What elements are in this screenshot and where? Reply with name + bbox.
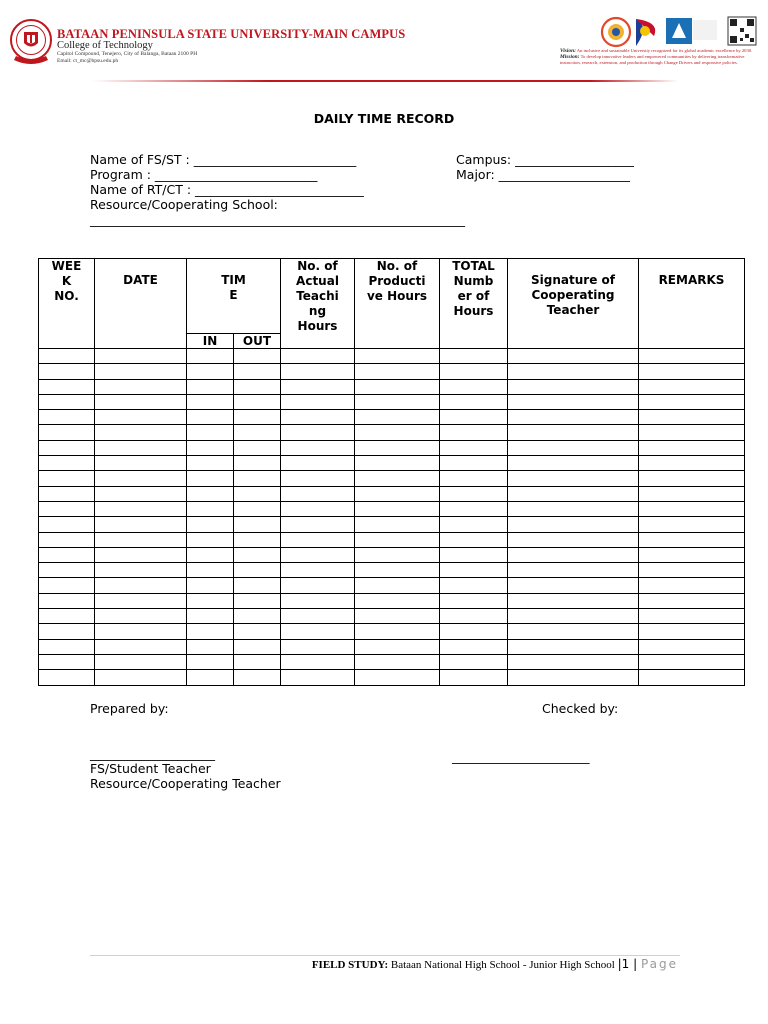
table-cell[interactable] [440,394,508,409]
table-cell[interactable] [95,532,187,547]
table-cell[interactable] [440,578,508,593]
table-cell[interactable] [508,517,639,532]
table-cell[interactable] [187,471,234,486]
table-cell[interactable] [187,609,234,624]
table-cell[interactable] [187,440,234,455]
table-cell[interactable] [281,517,355,532]
table-cell[interactable] [639,410,745,425]
table-cell[interactable] [95,609,187,624]
table-cell[interactable] [281,410,355,425]
table-cell[interactable] [355,364,440,379]
footer-school: Bataan National High School - Junior High School [390,959,615,971]
header-time-in: IN [187,334,234,349]
table-row [39,501,745,516]
table-cell[interactable] [95,501,187,516]
table-cell[interactable] [639,471,745,486]
table-cell[interactable] [440,639,508,654]
table-cell[interactable] [508,394,639,409]
table-cell[interactable] [234,532,281,547]
table-cell[interactable] [234,624,281,639]
table-cell[interactable] [39,654,95,669]
table-cell[interactable] [234,394,281,409]
table-cell[interactable] [39,547,95,562]
table-cell[interactable] [95,578,187,593]
table-cell[interactable] [639,593,745,608]
table-cell[interactable] [355,578,440,593]
table-cell[interactable] [234,563,281,578]
table-cell[interactable] [508,670,639,685]
table-cell[interactable] [187,593,234,608]
vision-mission [560,48,765,66]
table-cell[interactable] [281,394,355,409]
table-cell[interactable] [234,670,281,685]
table-cell[interactable] [355,609,440,624]
table-cell[interactable] [508,654,639,669]
table-cell[interactable] [281,440,355,455]
table-cell[interactable] [440,379,508,394]
table-row [39,517,745,532]
college-email: Email: ct_mc@bpsu.edu.ph [57,58,119,64]
table-cell[interactable] [639,563,745,578]
table-cell[interactable] [234,456,281,471]
table-cell[interactable] [234,517,281,532]
table-cell[interactable] [39,440,95,455]
table-cell[interactable] [508,547,639,562]
table-cell[interactable] [639,654,745,669]
table-cell[interactable] [234,410,281,425]
table-cell[interactable] [639,456,745,471]
table-cell[interactable] [281,532,355,547]
table-cell[interactable] [355,517,440,532]
table-cell[interactable] [281,471,355,486]
header-date: DATE [95,259,187,349]
table-cell[interactable] [440,532,508,547]
program-field[interactable]: Program : __________________________ [90,167,318,182]
table-cell[interactable] [440,456,508,471]
table-row [39,486,745,501]
table-cell[interactable] [281,456,355,471]
table-cell[interactable] [281,501,355,516]
table-cell[interactable] [440,471,508,486]
table-cell[interactable] [639,486,745,501]
page-word: Page [640,957,678,971]
table-cell[interactable] [95,563,187,578]
table-cell[interactable] [39,501,95,516]
campus-field[interactable]: Campus: ___________________ [456,152,634,167]
table-cell[interactable] [508,349,639,364]
table-cell[interactable] [440,593,508,608]
table-row [39,440,745,455]
table-cell[interactable] [187,349,234,364]
table-cell[interactable] [39,364,95,379]
table-cell[interactable] [281,486,355,501]
table-cell[interactable] [440,410,508,425]
fs-student-teacher-label: FS/Student Teacher [90,761,211,776]
table-row [39,639,745,654]
table-cell[interactable] [187,654,234,669]
header-signature: Signature of Cooperating Teacher [508,259,639,349]
table-row [39,609,745,624]
table-row [39,425,745,440]
certification-badge-icon [666,18,717,44]
table-body [39,349,745,686]
table-cell[interactable] [281,547,355,562]
table-cell[interactable] [187,410,234,425]
table-cell[interactable] [508,578,639,593]
table-cell[interactable] [95,639,187,654]
table-cell[interactable] [440,349,508,364]
table-cell[interactable] [95,471,187,486]
header-time: TIM E [187,259,281,334]
table-cell[interactable] [281,563,355,578]
table-cell[interactable] [508,379,639,394]
table-cell[interactable] [440,624,508,639]
table-cell[interactable] [639,624,745,639]
header-actual-teaching-hours: No. of Actual Teachi ng Hours [281,259,355,349]
table-cell[interactable] [281,425,355,440]
table-cell[interactable] [234,425,281,440]
table-cell[interactable] [39,639,95,654]
table-cell[interactable] [187,456,234,471]
table-cell[interactable] [187,624,234,639]
page-number: 1 [621,957,630,971]
header-productive-hours: No. of Producti ve Hours [355,259,440,349]
page-footer: FIELD STUDY: Bataan National High School - Junior High School |1 | Page [311,957,678,971]
table-row [39,410,745,425]
table-cell[interactable] [187,501,234,516]
table-cell[interactable] [234,471,281,486]
table-cell[interactable] [508,624,639,639]
table-cell[interactable] [508,364,639,379]
table-cell[interactable] [508,456,639,471]
table-row [39,471,745,486]
name-fs-st-field[interactable]: Name of FS/ST : __________________________ [90,152,357,167]
prepared-signature-line[interactable]: ____________________ [90,746,215,761]
table-cell[interactable] [639,394,745,409]
accreditation-logos [600,16,760,50]
table-cell[interactable] [508,593,639,608]
table-cell[interactable] [440,609,508,624]
table-cell[interactable] [187,517,234,532]
table-cell[interactable] [508,471,639,486]
resource-school-field[interactable]: ____________________________________________________________ [90,212,465,227]
table-cell[interactable] [95,440,187,455]
table-cell[interactable] [281,593,355,608]
table-cell[interactable] [281,609,355,624]
table-cell[interactable] [355,394,440,409]
table-cell[interactable] [355,670,440,685]
table-cell[interactable] [355,440,440,455]
table-cell[interactable] [281,349,355,364]
table-cell[interactable] [39,563,95,578]
checked-signature-line[interactable]: ______________________ [452,749,590,764]
table-cell[interactable] [234,578,281,593]
table-cell[interactable] [281,624,355,639]
table-cell[interactable] [639,547,745,562]
table-cell[interactable] [440,563,508,578]
table-cell[interactable] [355,532,440,547]
table-cell[interactable] [355,593,440,608]
table-cell[interactable] [187,547,234,562]
table-row [39,578,745,593]
qr-code-icon [728,17,756,45]
table-cell[interactable] [187,578,234,593]
table-cell[interactable] [234,486,281,501]
table-cell[interactable] [639,517,745,532]
table-cell[interactable] [95,410,187,425]
table-cell[interactable] [440,364,508,379]
vision-label: Vision: [560,48,576,54]
header-divider [92,80,678,82]
table-cell[interactable] [639,578,745,593]
table-row [39,532,745,547]
table-cell[interactable] [355,471,440,486]
table-cell[interactable] [39,349,95,364]
table-cell[interactable] [187,563,234,578]
table-cell[interactable] [355,425,440,440]
table-cell[interactable] [355,410,440,425]
table-cell[interactable] [95,624,187,639]
table-cell[interactable] [39,410,95,425]
table-cell[interactable] [95,654,187,669]
table-cell[interactable] [234,609,281,624]
table-cell[interactable] [440,517,508,532]
table-cell[interactable] [234,547,281,562]
table-row [39,349,745,364]
table-cell[interactable] [639,532,745,547]
table-row [39,547,745,562]
table-cell[interactable] [95,456,187,471]
table-cell[interactable] [440,654,508,669]
table-cell[interactable] [39,670,95,685]
table-cell[interactable] [234,349,281,364]
table-cell[interactable] [508,486,639,501]
table-cell[interactable] [639,349,745,364]
table-cell[interactable] [95,593,187,608]
table-cell[interactable] [355,501,440,516]
table-cell[interactable] [355,624,440,639]
table-cell[interactable] [187,639,234,654]
table-cell[interactable] [281,578,355,593]
header-time-out: OUT [234,334,281,349]
mission-text: To develop innovative leaders and empowered communities by delivering transformative instruction, research, extension, and production through Change Drivers and responsive policies. [560,54,745,65]
table-cell[interactable] [187,394,234,409]
table-cell[interactable] [39,425,95,440]
table-cell[interactable] [355,379,440,394]
table-cell[interactable] [508,425,639,440]
table-cell[interactable] [440,501,508,516]
table-cell[interactable] [440,547,508,562]
table-cell[interactable] [639,639,745,654]
table-cell[interactable] [281,379,355,394]
table-cell[interactable] [508,532,639,547]
table-cell[interactable] [508,440,639,455]
table-cell[interactable] [440,440,508,455]
header-week-no: WEE K NO. [39,259,95,349]
table-cell[interactable] [39,394,95,409]
table-cell[interactable] [639,364,745,379]
daily-time-record-table [38,258,745,686]
table-cell[interactable] [187,532,234,547]
table-row [39,593,745,608]
name-rt-ct-field[interactable]: Name of RT/CT : ___________________________ [90,182,364,197]
table-cell[interactable] [95,670,187,685]
university-seal [10,16,52,68]
table-cell[interactable] [508,609,639,624]
header-remarks: REMARKS [639,259,745,349]
table-row [39,364,745,379]
table-cell[interactable] [39,517,95,532]
table-cell[interactable] [281,670,355,685]
table-cell[interactable] [187,486,234,501]
prepared-by-label: Prepared by: [90,701,169,716]
table-cell[interactable] [95,364,187,379]
table-cell[interactable] [355,349,440,364]
iso-badge-icon [602,18,630,46]
table-cell[interactable] [234,440,281,455]
footer-divider [90,955,680,956]
vision-text: An inclusive and sustainable University recognized for its global academic excellence by 2030. [576,48,753,53]
table-cell[interactable] [234,593,281,608]
table-row [39,456,745,471]
table-cell[interactable] [95,394,187,409]
table-cell[interactable] [95,425,187,440]
table-cell[interactable] [39,609,95,624]
table-cell[interactable] [234,639,281,654]
major-field[interactable]: Major: _____________________ [456,167,630,182]
table-cell[interactable] [95,349,187,364]
checked-by-label: Checked by: [542,701,619,716]
table-cell[interactable] [355,547,440,562]
footer-label: FIELD STUDY: [311,959,389,971]
college-address: Capitol Compound, Tenejero, City of Balanga, Bataan 2100 PH [57,51,198,57]
table-row [39,563,745,578]
table-cell[interactable] [234,379,281,394]
table-cell[interactable] [639,609,745,624]
table-cell[interactable] [187,425,234,440]
table-cell[interactable] [39,578,95,593]
table-cell[interactable] [440,670,508,685]
table-row [39,624,745,639]
table-cell[interactable] [639,440,745,455]
table-cell[interactable] [95,547,187,562]
table-cell[interactable] [440,486,508,501]
table-cell[interactable] [639,379,745,394]
table-cell[interactable] [355,456,440,471]
table-cell[interactable] [95,517,187,532]
table-cell[interactable] [508,501,639,516]
table-cell[interactable] [39,593,95,608]
college-contact [57,51,197,65]
table-cell[interactable] [95,486,187,501]
mission-label: Mission: [560,54,580,60]
table-cell[interactable] [281,639,355,654]
university-name: BATAAN PENINSULA STATE UNIVERSITY-MAIN CAMPUS [57,27,406,41]
table-row [39,379,745,394]
table-cell[interactable] [355,563,440,578]
table-cell[interactable] [639,425,745,440]
table-cell[interactable] [281,364,355,379]
table-cell[interactable] [639,670,745,685]
table-cell[interactable] [95,379,187,394]
table-cell[interactable] [39,486,95,501]
table-cell[interactable] [281,654,355,669]
resource-school-label: Resource/Cooperating School: [90,197,278,212]
header-total-hours: TOTAL Numb er of Hours [440,259,508,349]
table-cell[interactable] [39,624,95,639]
table-cell[interactable] [508,410,639,425]
table-cell[interactable] [234,364,281,379]
table-cell[interactable] [508,639,639,654]
table-cell[interactable] [440,425,508,440]
table-cell[interactable] [187,379,234,394]
table-cell[interactable] [187,670,234,685]
college-name: College of Technology [57,40,153,51]
table-cell[interactable] [39,456,95,471]
table-cell[interactable] [355,639,440,654]
resource-cooperating-teacher-label: Resource/Cooperating Teacher [90,776,281,791]
table-row [39,394,745,409]
philippine-sun-icon [636,19,655,46]
page-title: DAILY TIME RECORD [313,111,455,126]
table-cell[interactable] [39,471,95,486]
table-cell[interactable] [234,501,281,516]
table-cell[interactable] [355,654,440,669]
table-cell[interactable] [39,532,95,547]
table-row [39,670,745,685]
table-cell[interactable] [508,563,639,578]
table-cell[interactable] [187,364,234,379]
table-cell[interactable] [39,379,95,394]
table-row [39,654,745,669]
table-cell[interactable] [639,501,745,516]
table-cell[interactable] [234,654,281,669]
table-cell[interactable] [355,486,440,501]
